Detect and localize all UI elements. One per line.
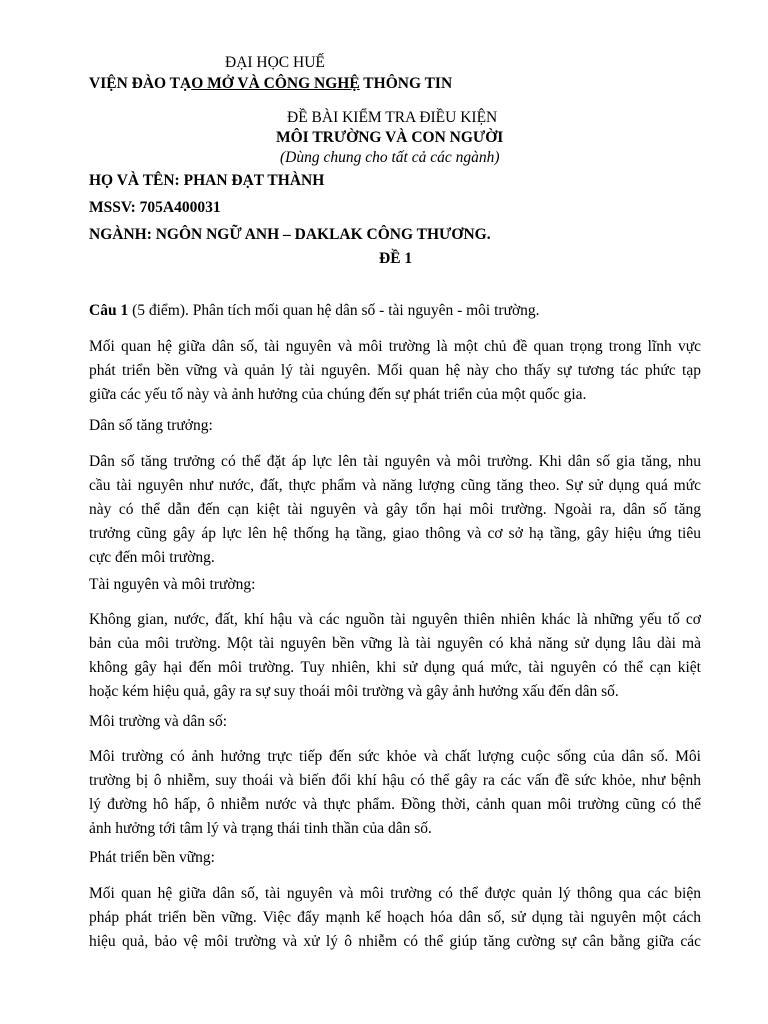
subject-title: MÔI TRƯỜNG VÀ CON NGƯỜI [276, 129, 504, 146]
subject-note: (Dùng chung cho tất cả các ngành) [280, 149, 500, 166]
paragraph-line: ảnh hưởng tới tâm lý và trạng thái tinh thần của dân số. [89, 820, 432, 837]
paragraph-line: pháp phát triển bền vững. Việc đẩy mạnh kế hoạch hóa dân số, sử dụng tài nguyên một cách [89, 909, 701, 926]
question-text: (5 điểm). Phân tích mối quan hệ dân số - tài nguyên - môi trường. [128, 302, 540, 319]
section-heading-environment-population: Môi trường và dân số: [89, 713, 228, 730]
paragraph-line: cực đến môi trường. [89, 549, 215, 566]
paragraph-line: hiệu quả, bảo vệ môi trường và xử lý ô nhiễm có thể giúp tăng cường sự cân bằng giữa các [89, 933, 701, 950]
paragraph-line: Môi trường có ảnh hưởng trực tiếp đến sức khỏe và chất lượng cuộc sống của dân số. Môi [89, 748, 701, 765]
student-id: MSSV: 705A400031 [89, 199, 221, 216]
paragraph-line: cầu tài nguyên như nước, đất, thực phẩm và năng lượng cũng tăng theo. Sự sử dụng quá mức [89, 477, 701, 494]
section-heading-sustainable-development: Phát triển bền vững: [89, 849, 215, 866]
paragraph-line: hoặc kém hiệu quả, gây ra sự suy thoái môi trường và gây ảnh hưởng xấu đến dân số. [89, 683, 619, 700]
institute-name-part2: O MỞ VÀ CÔNG NGHỆ [191, 75, 360, 92]
section-heading-resources-environment: Tài nguyên và môi trường: [89, 576, 256, 593]
exam-code: ĐỀ 1 [379, 250, 413, 267]
paragraph-line: không gây hại đến môi trường. Tuy nhiên, khi sử dụng quá mức, tài nguyên có thể cạn kiệt [89, 659, 701, 676]
resources-environment-paragraph [89, 608, 701, 704]
student-name: HỌ VÀ TÊN: PHAN ĐẠT THÀNH [89, 172, 325, 189]
question-label: Câu 1 [89, 302, 129, 319]
environment-population-paragraph [89, 745, 701, 841]
exam-title: ĐỀ BÀI KIỂM TRA ĐIỀU KIỆN [287, 109, 498, 126]
paragraph-line: Mối quan hệ giữa dân số, tài nguyên và môi trường là một chủ đề quan trọng trong lĩnh vực [89, 338, 701, 355]
institute-name-part3: THÔNG TIN [359, 75, 453, 92]
paragraph-line: phát triển bền vững và quản lý tài nguyên. Mối quan hệ này cho thấy sự tương tác phức tạp [89, 362, 701, 379]
university-name: ĐẠI HỌC HUẾ [225, 54, 325, 71]
paragraph-line: lý đường hô hấp, ô nhiễm nước và thực phẩm. Đồng thời, cảnh quan môi trường cũng có thể [89, 796, 701, 813]
section-heading-population-growth: Dân số tăng trưởng: [89, 417, 213, 434]
sustainable-development-paragraph [89, 882, 701, 954]
institute-name-part1: VIỆN ĐÀO TẠ [89, 75, 192, 92]
paragraph-line: Không gian, nước, đất, khí hậu và các nguồn tài nguyên thiên nhiên khác là những yếu tố cơ [89, 611, 701, 628]
student-major: NGÀNH: NGÔN NGỮ ANH – DAKLAK CÔNG THƯƠNG. [89, 226, 491, 243]
paragraph-line: Dân số tăng trưởng có thể đặt áp lực lên tài nguyên và môi trường. Khi dân số gia tăng, nhu [89, 453, 701, 470]
intro-paragraph [89, 335, 701, 407]
institute-name [89, 75, 452, 93]
paragraph-line: này có thể dẫn đến cạn kiệt tài nguyên và gây tổn hại môi trường. Ngoài ra, dân số tăng [89, 501, 701, 518]
paragraph-line: giữa các yếu tố này và ảnh hưởng của chúng đến sự phát triển của một quốc gia. [89, 386, 587, 403]
paragraph-line: trường bị ô nhiễm, suy thoái và biến đổi khí hậu có thể gây ra các vấn đề sức khỏe, như bệnh [89, 772, 701, 789]
question-line [89, 301, 540, 321]
paragraph-line: trưởng cũng gây áp lực lên hệ thống hạ tầng, giao thông và cơ sở hạ tầng, gây hiệu ứng tiêu [89, 525, 701, 542]
paragraph-line: Mối quan hệ giữa dân số, tài nguyên và môi trường có thể được quản lý thông qua các biện [89, 885, 701, 902]
population-growth-paragraph [89, 450, 701, 570]
paragraph-line: bản của môi trường. Một tài nguyên bền vững là tài nguyên có khả năng sử dụng lâu dài mà [89, 635, 701, 652]
